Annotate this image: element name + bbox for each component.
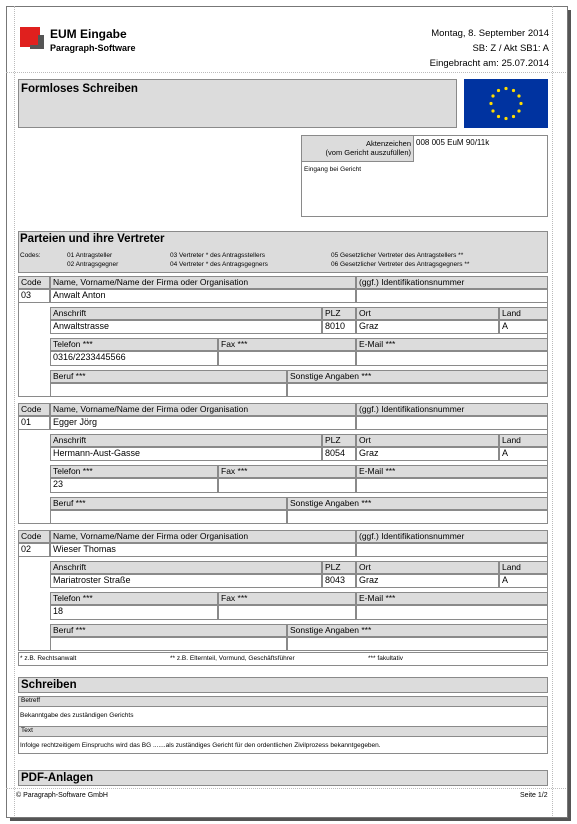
party-3-email-label (356, 592, 548, 605)
party-2-fax-label-text: Fax *** (221, 466, 248, 476)
party-1-name-value[interactable] (50, 289, 356, 303)
party-3-email-label-text: E-Mail *** (359, 593, 396, 603)
party-1-city-label (356, 307, 499, 320)
party-2-code-value[interactable] (18, 416, 50, 430)
party-2-email-label-text: E-Mail *** (359, 466, 396, 476)
party-2-email-value[interactable] (356, 478, 548, 493)
party-2-country-value[interactable] (499, 447, 548, 461)
party-2-other-value[interactable] (287, 510, 548, 524)
party-1-plz-value-text: 8010 (325, 321, 346, 331)
subject-label-box (18, 696, 548, 707)
party-3-address-value-text: Mariatroster Straße (53, 575, 131, 585)
subject-label: Betreff (21, 697, 41, 704)
party-3-name-value[interactable] (50, 543, 356, 557)
party-3-country-label (499, 561, 548, 574)
party-1-job-label (50, 370, 287, 383)
code-01: 01 Antragsteller (67, 252, 113, 259)
party-1-address-value[interactable] (50, 320, 322, 334)
party-1-job-value[interactable] (50, 383, 287, 397)
aktenzeichen-label-box (301, 135, 414, 162)
margin-guide-right (552, 6, 553, 816)
party-3-phone-label (50, 592, 218, 605)
party-3-phone-label-text: Telefon *** (53, 593, 93, 603)
code-02: 02 Antragsgegner (67, 261, 119, 268)
party-3-job-label (50, 624, 287, 637)
party-3-address-value[interactable] (50, 574, 322, 588)
party-2-job-label-text: Beruf *** (53, 498, 86, 508)
party-1-country-label (499, 307, 548, 320)
party-3-name-value-text: Wieser Thomas (53, 544, 116, 554)
company-logo-icon (20, 27, 44, 51)
party-2-country-value-text: A (502, 448, 509, 458)
party-3-country-value-text: A (502, 575, 509, 585)
party-2-job-value[interactable] (50, 510, 287, 524)
party-2-other-label-text: Sonstige Angaben *** (290, 498, 372, 508)
party-3-fax-value[interactable] (218, 605, 356, 620)
party-2-city-value[interactable] (356, 447, 499, 461)
party-1-code-label (18, 276, 50, 289)
party-2-fax-value[interactable] (218, 478, 356, 493)
aktenzeichen-note: (vom Gericht auszufüllen) (325, 148, 411, 157)
party-2-address-value-text: Hermann-Aust-Gasse (53, 448, 141, 458)
party-1-fax-value[interactable] (218, 351, 356, 366)
party-2-name-value-text: Egger Jörg (53, 417, 98, 427)
parties-title: Parteien und ihre Vertreter (20, 233, 165, 245)
party-1-plz-value[interactable] (322, 320, 356, 334)
party-2-phone-value-text: 23 (53, 479, 64, 489)
code-05: 05 Gesetzlicher Vertreter des Antragstellers ** (331, 252, 464, 259)
party-3-other-label-text: Sonstige Angaben *** (290, 625, 372, 635)
footnote-2: ** z.B. Elternteil, Vormund, Geschäftsführer (170, 655, 295, 662)
party-1-code-value[interactable] (18, 289, 50, 303)
party-1-email-label-text: E-Mail *** (359, 339, 396, 349)
party-2-address-value[interactable] (50, 447, 322, 461)
party-1-code-value-text: 03 (21, 290, 32, 300)
party-2-other-label (287, 497, 548, 510)
party-2-name-label (50, 403, 356, 416)
party-3-country-label-text: Land (502, 562, 521, 572)
party-1-plz-label (322, 307, 356, 320)
party-2-name-label-text: Name, Vorname/Name der Firma oder Organisation (53, 404, 249, 414)
eingang-label: Eingang bei Gericht (304, 166, 362, 173)
form-title-box (18, 79, 457, 128)
party-1-name-label-text: Name, Vorname/Name der Firma oder Organisation (53, 277, 249, 287)
party-1-fax-label (218, 338, 356, 351)
party-3-plz-value-text: 8043 (325, 575, 346, 585)
party-2-country-label (499, 434, 548, 447)
party-2-id-value[interactable] (356, 416, 548, 430)
party-3-id-label-text: (ggf.) Identifikationsnummer (359, 531, 465, 541)
margin-guide-left (14, 6, 15, 816)
party-1-city-label-text: Ort (359, 308, 371, 318)
party-3-phone-value-text: 18 (53, 606, 64, 616)
party-2-id-label-text: (ggf.) Identifikationsnummer (359, 404, 465, 414)
attachments-title: PDF-Anlagen (21, 772, 94, 784)
party-1-code-label-text: Code (21, 277, 42, 287)
header-date: Montag, 8. September 2014 (431, 28, 549, 39)
party-1-address-label (50, 307, 322, 320)
footer-guide (6, 788, 566, 789)
party-1-other-label-text: Sonstige Angaben *** (290, 371, 372, 381)
party-1-country-value[interactable] (499, 320, 548, 334)
party-2-phone-label (50, 465, 218, 478)
form-title: Formloses Schreiben (21, 83, 138, 95)
aktenzeichen-label: Aktenzeichen (365, 139, 411, 148)
footer-copyright: © Paragraph-Software GmbH (16, 792, 108, 799)
header-guide (6, 72, 566, 73)
party-3-name-label (50, 530, 356, 543)
party-2-plz-value[interactable] (322, 447, 356, 461)
party-1-name-label (50, 276, 356, 289)
party-1-other-value[interactable] (287, 383, 548, 397)
code-03: 03 Vertreter * des Antragsstellers (170, 252, 266, 259)
party-2-plz-value-text: 8054 (325, 448, 346, 458)
party-3-country-value[interactable] (499, 574, 548, 588)
party-3-plz-label (322, 561, 356, 574)
party-2-address-label-text: Anschrift (53, 435, 87, 445)
party-3-city-label (356, 561, 499, 574)
party-2-code-label (18, 403, 50, 416)
party-1-email-value[interactable] (356, 351, 548, 366)
letter-title: Schreiben (21, 679, 77, 691)
party-1-phone-label (50, 338, 218, 351)
party-3-phone-value[interactable] (50, 605, 218, 620)
party-3-other-label (287, 624, 548, 637)
footnote-3: *** fakultativ (368, 655, 404, 662)
text-label: Text (21, 727, 33, 734)
party-1-email-label (356, 338, 548, 351)
party-1-other-label (287, 370, 548, 383)
party-3-plz-value[interactable] (322, 574, 356, 588)
party-2-country-label-text: Land (502, 435, 521, 445)
party-3-fax-label (218, 592, 356, 605)
party-1-fax-label-text: Fax *** (221, 339, 248, 349)
party-2-phone-value[interactable] (50, 478, 218, 493)
party-1-job-label-text: Beruf *** (53, 371, 86, 381)
party-3-code-value[interactable] (18, 543, 50, 557)
party-1-id-label-text: (ggf.) Identifikationsnummer (359, 277, 465, 287)
party-1-country-label-text: Land (502, 308, 521, 318)
letter-header-box (18, 677, 548, 693)
party-3-id-value[interactable] (356, 543, 548, 557)
party-3-other-value[interactable] (287, 637, 548, 651)
party-2-id-label (356, 403, 548, 416)
party-1-phone-value[interactable] (50, 351, 218, 366)
party-3-code-label-text: Code (21, 531, 42, 541)
party-2-fax-label (218, 465, 356, 478)
party-3-plz-label-text: PLZ (325, 562, 341, 572)
codes-label: Codes: (20, 252, 41, 259)
text-label-box (18, 726, 548, 737)
party-1-plz-label-text: PLZ (325, 308, 341, 318)
party-2-address-label (50, 434, 322, 447)
party-1-country-value-text: A (502, 321, 509, 331)
attachments-header-box (18, 770, 548, 786)
party-1-address-value-text: Anwaltstrasse (53, 321, 110, 331)
text-value[interactable]: Infolge rechtzeitigem Einspruchs wird das BG .......als zuständiges Gericht für den ordentlichen Zivilprozess bekanntgegeben. (20, 742, 381, 749)
party-3-address-label (50, 561, 322, 574)
subject-value[interactable]: Bekanntgabe des zuständigen Gerichts (20, 712, 134, 719)
party-3-code-label (18, 530, 50, 543)
party-3-city-value[interactable] (356, 574, 499, 588)
party-2-plz-label-text: PLZ (325, 435, 341, 445)
party-1-phone-value-text: 0316/2233445566 (53, 352, 126, 362)
header-submitted: Eingebracht am: 25.07.2014 (429, 58, 549, 69)
party-2-phone-label-text: Telefon *** (53, 466, 93, 476)
eu-flag-icon (464, 79, 548, 128)
party-2-job-label (50, 497, 287, 510)
party-3-name-label-text: Name, Vorname/Name der Firma oder Organisation (53, 531, 249, 541)
header-sb: SB: Z / Akt SB1: A (472, 43, 549, 54)
party-2-city-value-text: Graz (359, 448, 379, 458)
party-1-address-label-text: Anschrift (53, 308, 87, 318)
party-1-name-value-text: Anwalt Anton (53, 290, 106, 300)
footer-page: Seite 1/2 (520, 792, 548, 799)
party-3-city-label-text: Ort (359, 562, 371, 572)
party-3-city-value-text: Graz (359, 575, 379, 585)
party-2-plz-label (322, 434, 356, 447)
footnote-1: * z.B. Rechtsanwalt (20, 655, 77, 662)
party-3-job-value[interactable] (50, 637, 287, 651)
app-title: EUM Eingabe (50, 27, 127, 41)
company-name: Paragraph-Software (50, 43, 136, 53)
party-3-code-value-text: 02 (21, 544, 32, 554)
party-2-city-label (356, 434, 499, 447)
party-1-id-value[interactable] (356, 289, 548, 303)
party-2-city-label-text: Ort (359, 435, 371, 445)
party-2-email-label (356, 465, 548, 478)
code-06: 06 Gesetzlicher Vertreter des Antragsgegners ** (331, 261, 470, 268)
party-1-id-label (356, 276, 548, 289)
aktenzeichen-value[interactable]: 008 005 EuM 90/11k (416, 138, 490, 147)
party-3-fax-label-text: Fax *** (221, 593, 248, 603)
party-3-id-label (356, 530, 548, 543)
party-2-code-label-text: Code (21, 404, 42, 414)
party-3-email-value[interactable] (356, 605, 548, 620)
party-1-phone-label-text: Telefon *** (53, 339, 93, 349)
party-2-code-value-text: 01 (21, 417, 32, 427)
code-04: 04 Vertreter * des Antragsgegners (170, 261, 268, 268)
party-3-address-label-text: Anschrift (53, 562, 87, 572)
party-1-city-value-text: Graz (359, 321, 379, 331)
party-2-name-value[interactable] (50, 416, 356, 430)
party-3-job-label-text: Beruf *** (53, 625, 86, 635)
party-1-city-value[interactable] (356, 320, 499, 334)
